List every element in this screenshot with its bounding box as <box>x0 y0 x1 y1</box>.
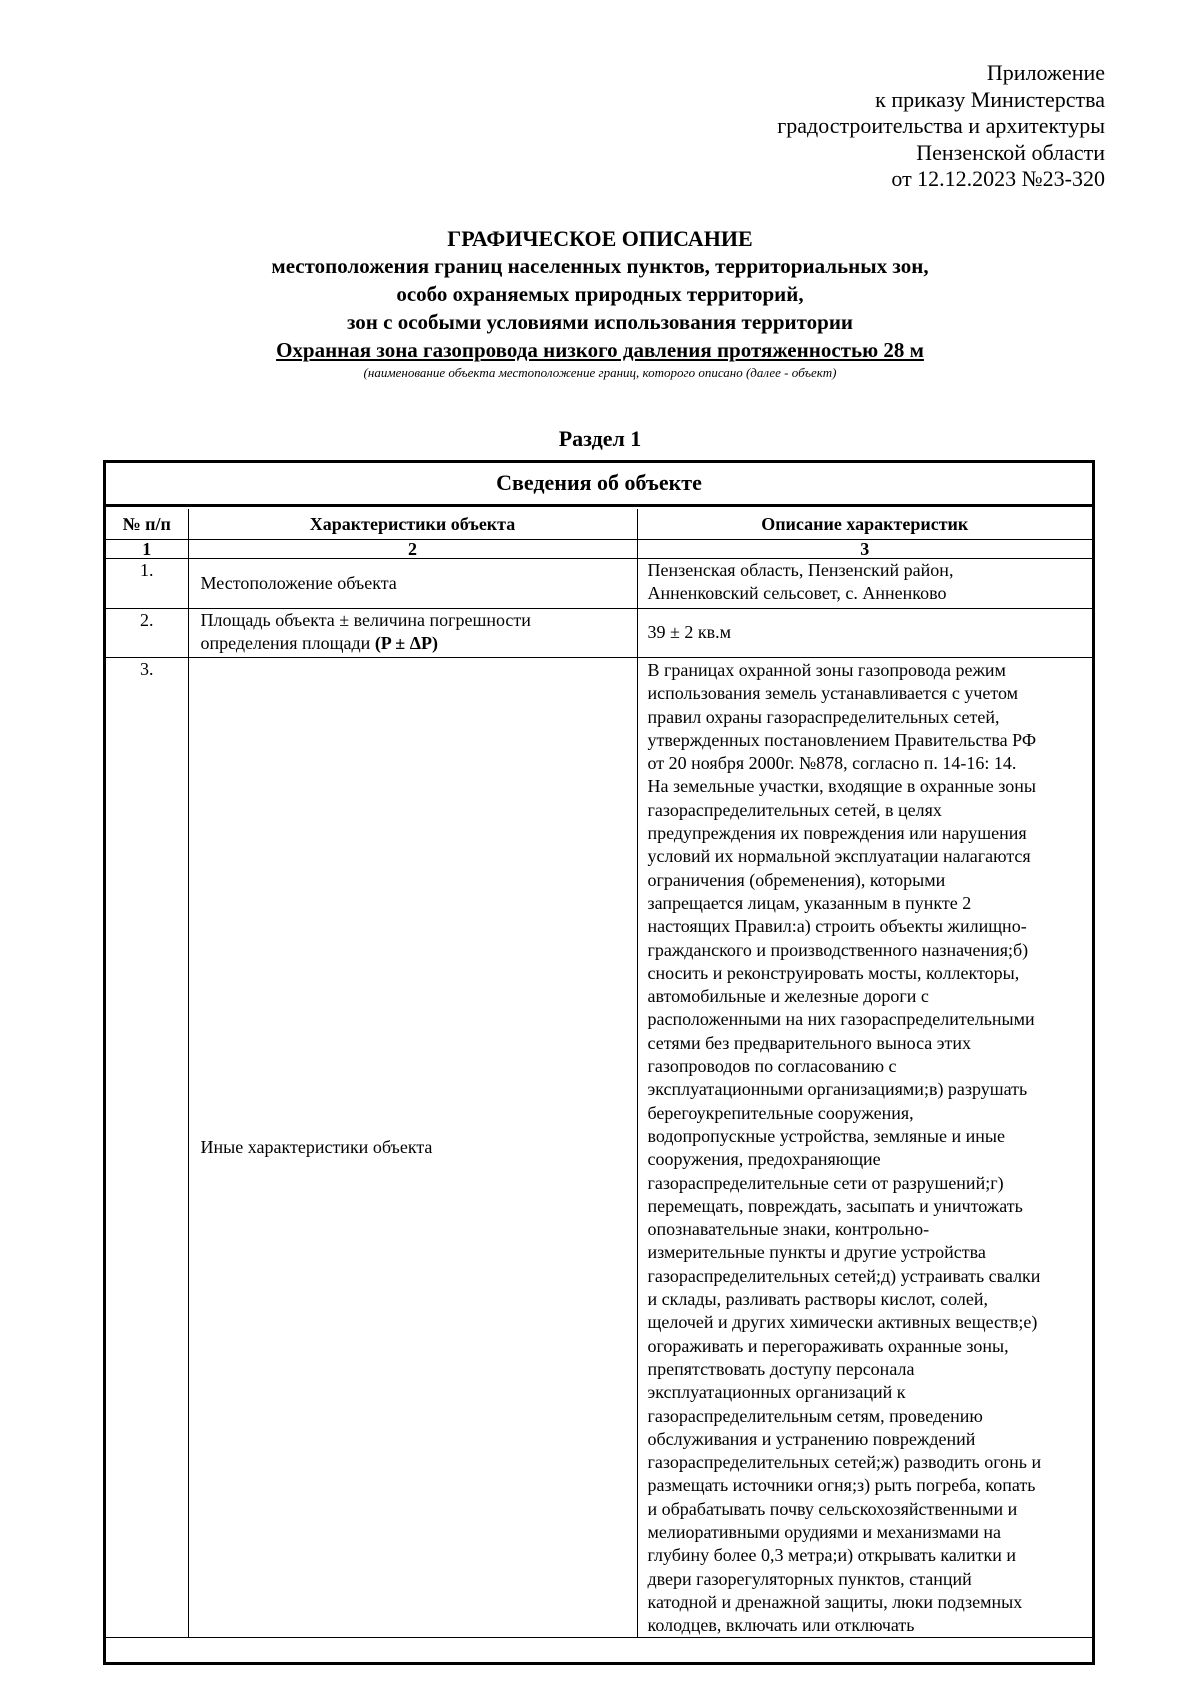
description-line: автомобильные и железные дороги с <box>647 986 929 1007</box>
row-description <box>637 559 1092 609</box>
row-description <box>637 658 1092 1638</box>
table-row <box>106 559 1092 609</box>
description-line: предупреждения их повреждения или нарушения <box>647 823 1027 844</box>
description-line: На земельные участки, входящие в охранные зоны <box>647 776 1036 797</box>
description-line: использования земель устанавливается с учетом <box>647 683 1019 704</box>
description-line: и склады, разливать растворы кислот, солей, <box>647 1289 988 1310</box>
description-line: газораспределительным сетям, проведению <box>647 1405 983 1426</box>
description-line: В границах охранной зоны газопровода режим <box>647 660 1006 680</box>
row-characteristic <box>188 609 637 658</box>
row-number: 2. <box>106 609 188 658</box>
description-line: глубину более 0,3 метра;и) открывать калитки и <box>647 1545 1017 1566</box>
document-title: ГРАФИЧЕСКОЕ ОПИСАНИЕ <box>447 226 753 251</box>
characteristic-text: определения площади <box>200 633 375 654</box>
row-characteristic: Иные характеристики объекта <box>188 658 637 1638</box>
description-line: сооружения, предохраняющие <box>647 1149 881 1170</box>
title-line: особо охраняемых природных территорий, <box>396 282 804 306</box>
characteristic-line <box>201 632 637 655</box>
description-line: мелиоративными орудиями и механизмами на <box>647 1521 1002 1542</box>
description-line: щелочей и других химически активных веществ;е) <box>647 1312 1038 1333</box>
description-line: газораспределительных сетей;д) устраивать свалки <box>647 1265 1041 1286</box>
object-name-text: Охранная зона газопровода низкого давления протяженностью 28 м <box>276 338 924 362</box>
description-line: обслуживания и устранению повреждений <box>647 1428 976 1449</box>
column-header: № п/п <box>106 509 188 540</box>
description-line: газораспределительных сетей, в целях <box>647 799 942 820</box>
description-line: катодной и дренажной защиты, люки подземных <box>647 1591 1023 1612</box>
characteristic-formula: (P ± ΔP) <box>374 633 438 654</box>
row-characteristic: Местоположение объекта <box>188 559 637 609</box>
object-info-table <box>106 509 1092 1638</box>
appendix-line: к приказу Министерства <box>875 86 1105 112</box>
object-name <box>95 336 1105 364</box>
description-line: препятствовать доступу персонала <box>647 1358 915 1379</box>
description-line: утвержденных постановлением Правительства РФ <box>647 729 1037 750</box>
description-line: условий их нормальной эксплуатации налагаются <box>647 846 1031 867</box>
description-line: газораспределительных сетей;ж) разводить огонь и <box>647 1452 1042 1473</box>
document-title-block <box>95 226 1105 381</box>
description-line: и обрабатывать почву сельскохозяйственными и <box>647 1498 1018 1519</box>
table-header-row <box>106 509 1092 540</box>
column-header: Характеристики объекта <box>188 509 637 540</box>
appendix-header <box>505 60 1105 193</box>
section-title: Раздел 1 <box>558 426 642 451</box>
description-line: эксплуатационными организациями;в) разрушать <box>647 1079 1028 1100</box>
description-line: эксплуатационных организаций к <box>647 1382 906 1403</box>
description-line: колодцев, включать или отключать <box>647 1615 915 1636</box>
description-line: расположенными на них газораспределительными <box>647 1009 1035 1030</box>
description-line: настоящих Правил:а) строить объекты жилищно- <box>647 916 1027 937</box>
description-line: сетями без предварительного выноса этих <box>647 1032 972 1053</box>
title-line: зон с особыми условиями использования территории <box>346 310 854 334</box>
appendix-line: Пензенской области <box>916 139 1105 165</box>
description-line: газораспределительные сети от разрушений;г) <box>647 1172 1004 1193</box>
description-line: гражданского и производственного назначения;б) <box>647 939 1029 960</box>
description-line: сносить и реконструировать мосты, коллекторы, <box>647 962 1020 983</box>
description-line: от 20 ноября 2000г. №878, согласно п. 14-16: 14. <box>647 753 1017 774</box>
description-line: Анненковский сельсовет, с. Анненково <box>647 583 947 604</box>
object-info-frame <box>103 460 1095 1665</box>
description-line: огораживать и перегораживать охранные зоны, <box>647 1335 1009 1356</box>
description-line: двери газорегуляторных пунктов, станций <box>647 1568 972 1589</box>
description-line: измерительные пункты и другие устройства <box>647 1242 986 1263</box>
row-number: 1. <box>106 559 188 609</box>
column-number: 2 <box>188 540 637 559</box>
description-line: ограничения (обременения), которыми <box>647 869 946 890</box>
description-line: правил охраны газораспределительных сетей, <box>647 706 1000 727</box>
appendix-line: от 12.12.2023 №23-320 <box>891 166 1105 191</box>
row-number: 3. <box>106 658 188 1638</box>
description-line: перемещать, повреждать, засыпать и уничтожать <box>647 1195 1023 1216</box>
appendix-line: градостроительства и архитектуры <box>777 113 1105 138</box>
object-name-note: (наименование объекта местоположение границ, которого описано (далее - объект) <box>363 365 837 380</box>
column-number-row <box>106 540 1092 559</box>
title-line: местоположения границ населенных пунктов, территориальных зон, <box>271 254 929 278</box>
description-line: опознавательные знаки, контрольно- <box>647 1219 930 1240</box>
appendix-line: Приложение <box>986 60 1105 85</box>
description-line: размещать источники огня;з) рыть погреба, копать <box>647 1475 1036 1496</box>
description-line: берегоукрепительные сооружения, <box>647 1102 914 1123</box>
column-header: Описание характеристик <box>637 509 1092 540</box>
description-line: Пензенская область, Пензенский район, <box>647 560 954 580</box>
row-description: 39 ± 2 кв.м <box>637 609 1092 658</box>
description-line: газопроводов по согласованию с <box>647 1056 897 1077</box>
table-row <box>106 658 1092 1638</box>
column-number: 3 <box>637 540 1092 559</box>
column-number: 1 <box>106 540 188 559</box>
object-info-heading: Сведения об объекте <box>106 463 1092 507</box>
description-line: запрещается лицам, указанным в пункте 2 <box>647 892 972 913</box>
description-line: водопропускные устройства, земляные и иные <box>647 1125 1005 1146</box>
table-row <box>106 609 1092 658</box>
characteristic-line: Площадь объекта ± величина погрешности <box>200 610 531 630</box>
